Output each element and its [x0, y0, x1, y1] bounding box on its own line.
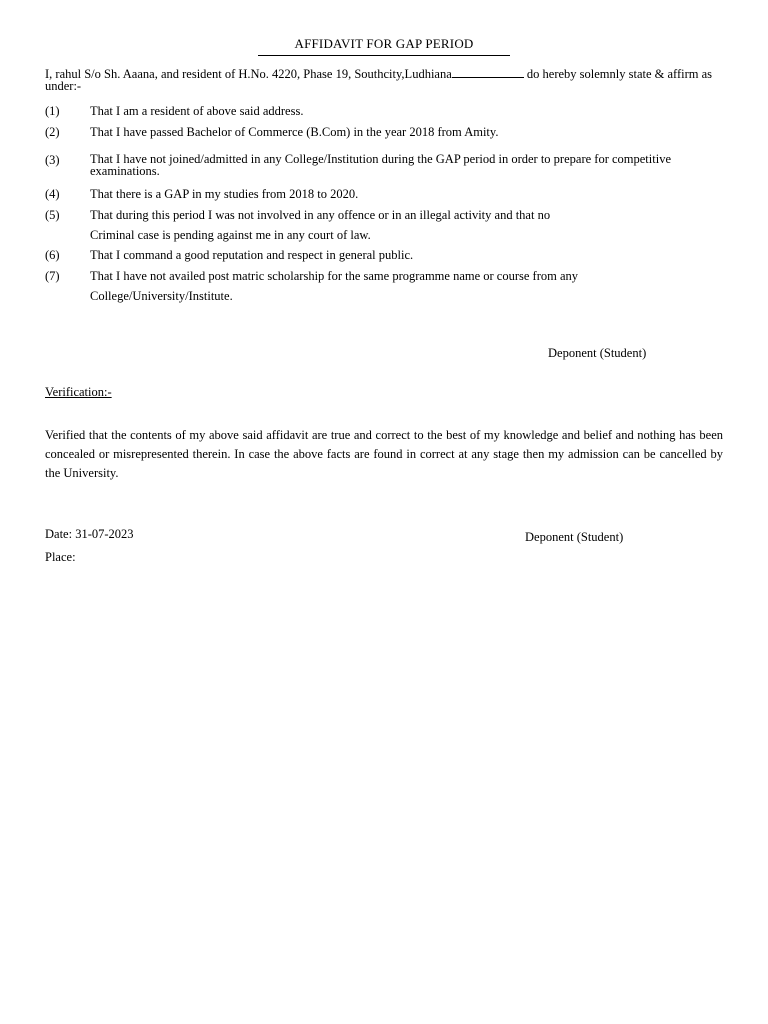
item-number: (3) [45, 153, 60, 167]
intro-text-continued: do hereby solemnly state & affirm as under:- [45, 67, 713, 93]
item-number: (4) [45, 187, 60, 201]
intro-blank-line [452, 68, 524, 78]
item-text-continued: College/University/Institute. [90, 289, 233, 303]
item-text: That I am a resident of above said address. [90, 104, 304, 118]
item-text: That during this period I was not involved in any offence or in an illegal activity and that no [90, 208, 551, 222]
intro-text: I, rahul S/o Sh. Aaana, and resident of H.No. 4220, Phase 19, Southcity,Ludhiana [45, 67, 452, 81]
deponent-signature-label: Deponent (Student) [525, 530, 624, 544]
item-number: (2) [45, 125, 60, 139]
document-title: AFFIDAVIT FOR GAP PERIOD [294, 36, 474, 51]
item-number: (1) [45, 104, 60, 118]
item-text: That I have not joined/admitted in any College/Institution during the GAP period in order to prepare for competitive examinations. [90, 152, 671, 178]
verification-heading: Verification:- [45, 385, 112, 399]
item-text: That I have passed Bachelor of Commerce (B.Com) in the year 2018 from Amity. [90, 125, 499, 139]
item-number: (6) [45, 248, 60, 262]
place-field: Place: [45, 550, 76, 564]
date-field: Date: 31-07-2023 [45, 527, 134, 541]
verification-paragraph: Verified that the contents of my above said affidavit are true and correct to the best of my knowledge and belief and nothing has been concealed or misrepresented therein. In case the above facts are found in correct at any stage then my admission can be cancelled by the University. [45, 428, 723, 480]
item-text: That there is a GAP in my studies from 2018 to 2020. [90, 187, 359, 201]
title-underline [258, 55, 510, 56]
deponent-signature-label: Deponent (Student) [548, 346, 647, 360]
intro-paragraph [45, 68, 735, 92]
item-text: That I command a good reputation and respect in general public. [90, 248, 414, 262]
item-number: (5) [45, 208, 60, 222]
item-number: (7) [45, 269, 60, 283]
item-text: That I have not availed post matric scholarship for the same programme name or course from any [90, 269, 579, 283]
item-text-continued: Criminal case is pending against me in any court of law. [90, 228, 371, 242]
